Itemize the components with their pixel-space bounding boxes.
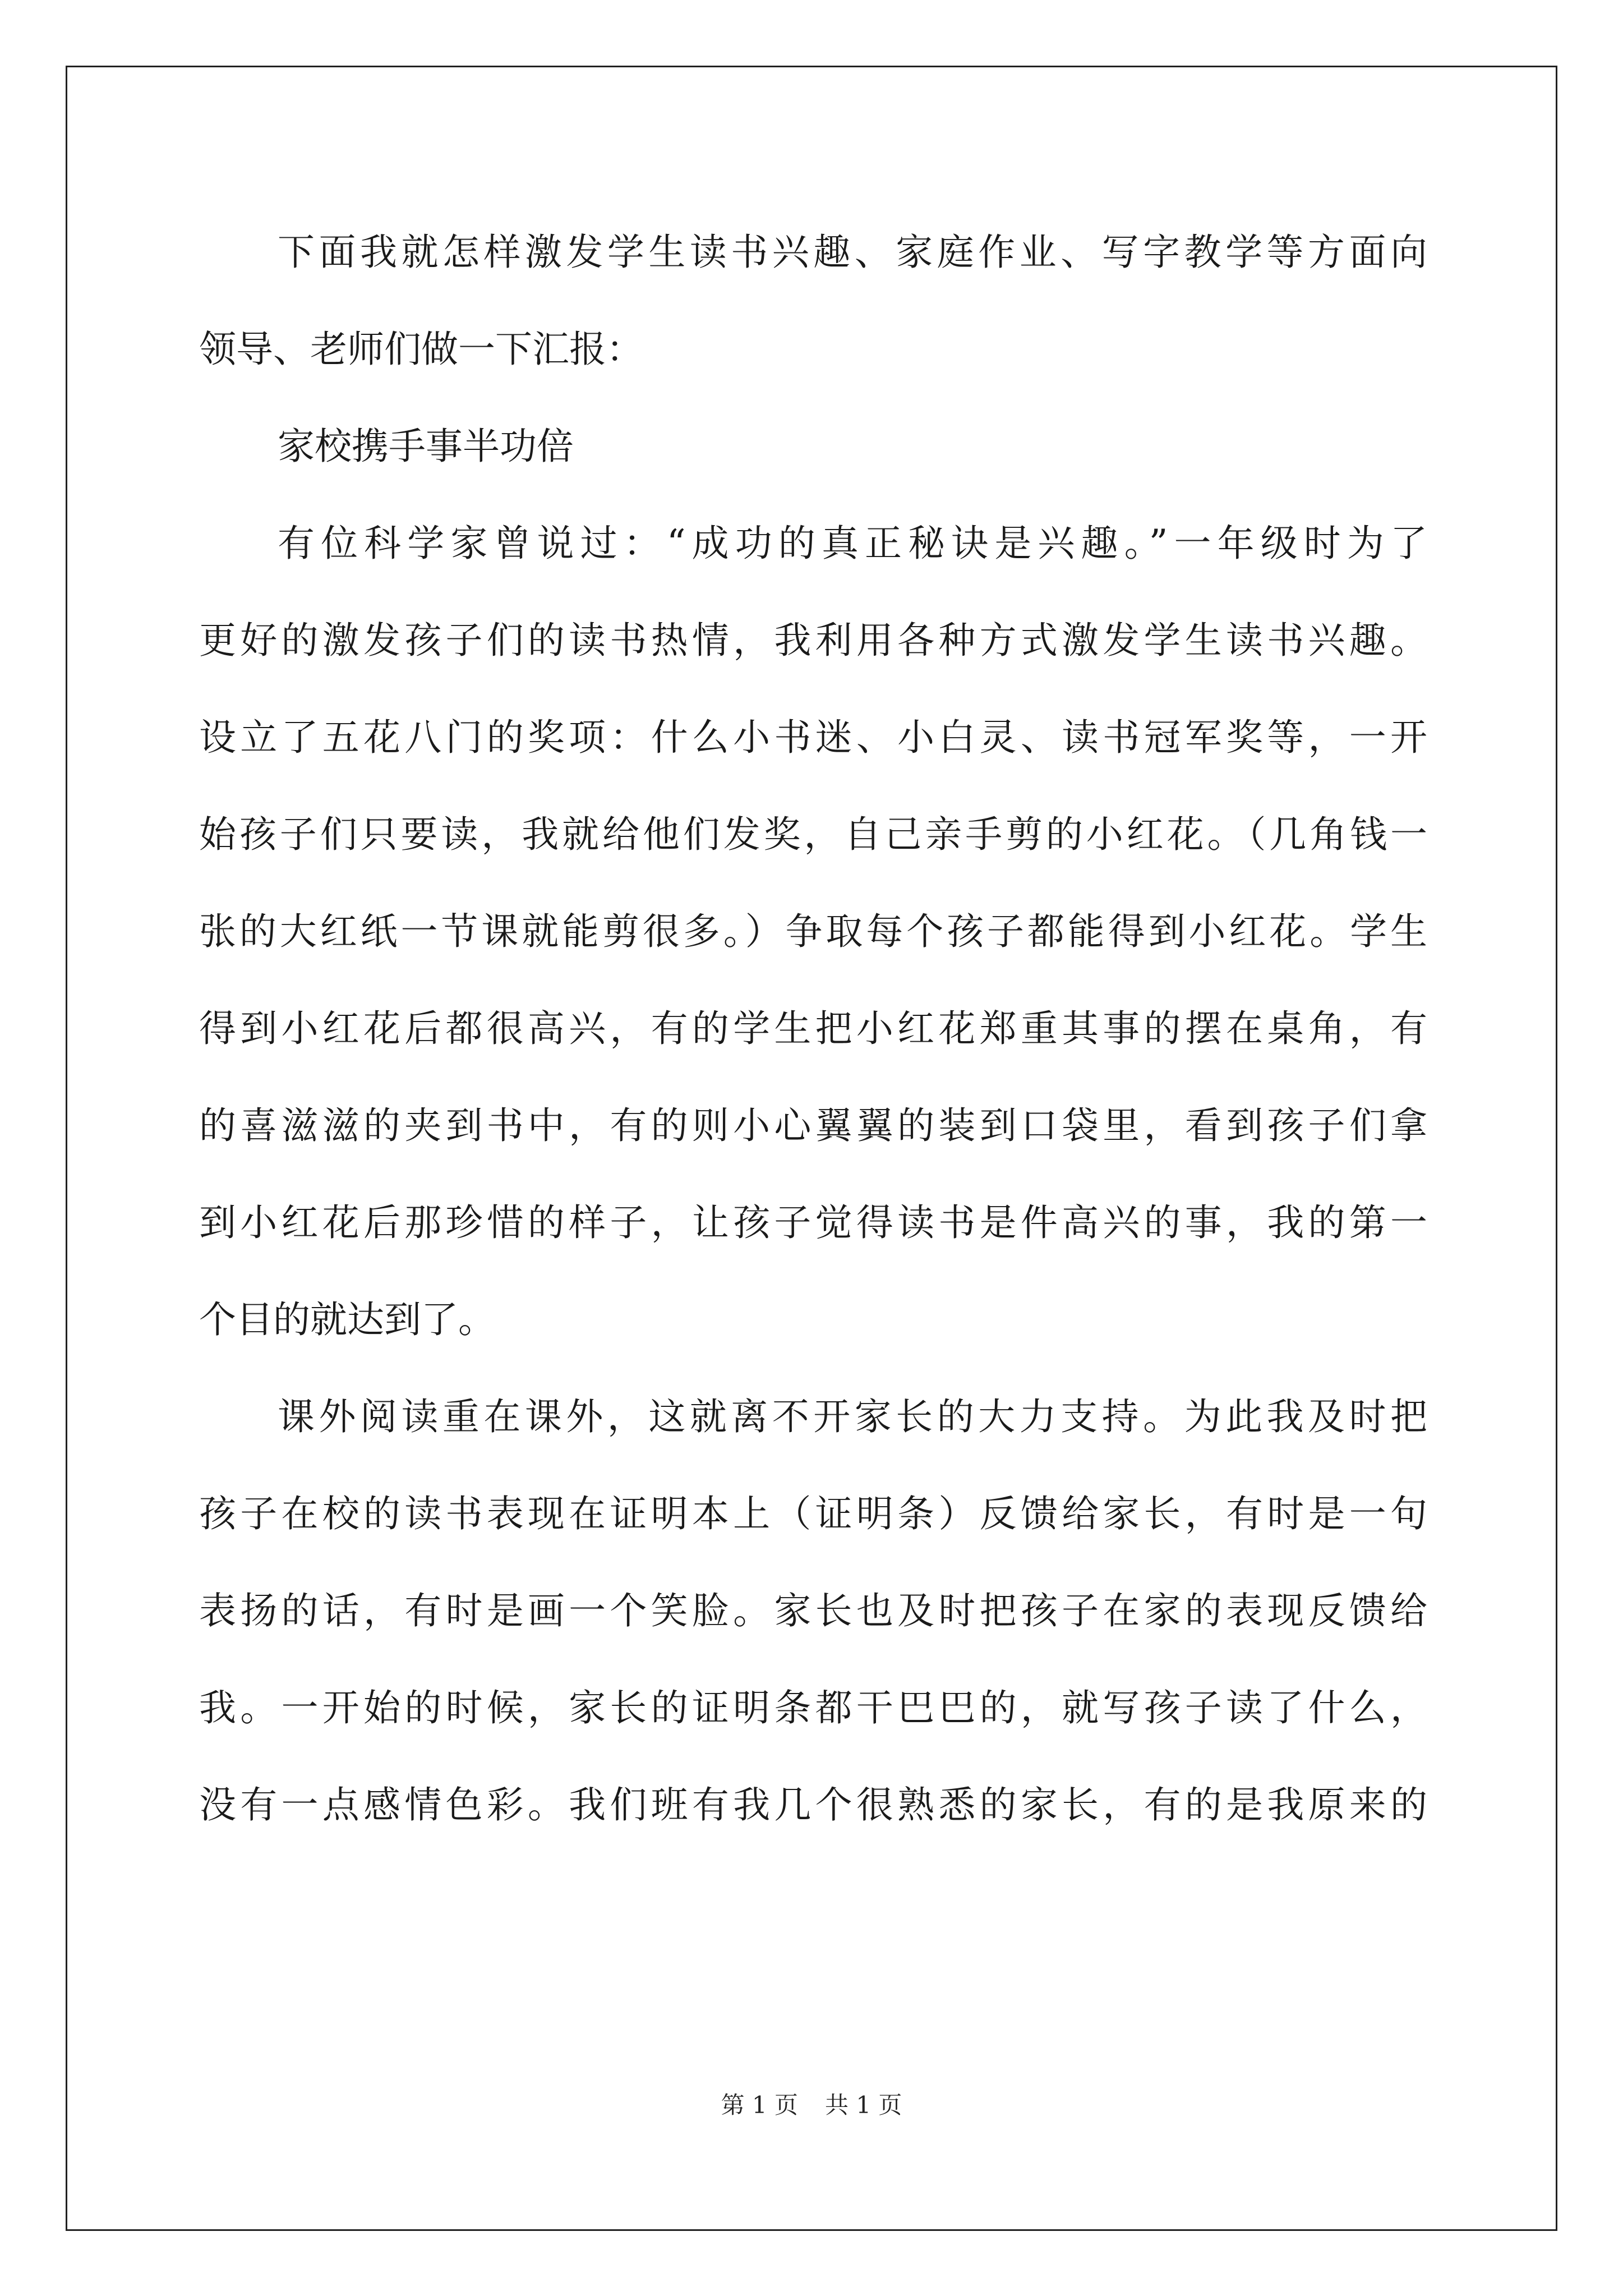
- document-body: [199, 219, 1427, 1869]
- text-line: 没有一点感情色彩。我们班有我几个很熟悉的家长，有的是我原来的: [199, 1783, 1427, 1826]
- text-line: 下面我就怎样激发学生读书兴趣、家庭作业、写字教学等方面向: [278, 231, 1427, 274]
- text-line: 领导、老师们做一下汇报：: [199, 328, 643, 371]
- section-heading: [199, 413, 1427, 510]
- page-number: 第 1 页: [721, 2091, 798, 2119]
- paragraph: [199, 1383, 1427, 1869]
- text-line: 表扬的话，有时是画一个笑脸。家长也及时把孩子在家的表现反馈给: [199, 1589, 1427, 1632]
- text-line: 到小红花后那珍惜的样子，让孩子觉得读书是件高兴的事，我的第一: [199, 1201, 1427, 1244]
- text-line: 张的大红纸一节课就能剪很多。）争取每个孩子都能得到小红花。学生: [199, 910, 1427, 953]
- text-line: 得到小红花后都很高兴，有的学生把小红花郑重其事的摆在桌角，有: [199, 1007, 1427, 1050]
- text-line: 设立了五花八门的奖项：什么小书迷、小白灵、读书冠军奖等，一开: [199, 716, 1427, 759]
- page-total: 共 1 页: [825, 2091, 902, 2119]
- text-line: 的喜滋滋的夹到书中，有的则小心翼翼的装到口袋里，看到孩子们拿: [199, 1104, 1427, 1147]
- text-line: 孩子在校的读书表现在证明本上（证明条）反馈给家长，有时是一句: [199, 1492, 1427, 1535]
- text-line: 有位科学家曾说过：“成功的真正秘诀是兴趣。”一年级时为了: [278, 522, 1427, 565]
- paragraph: [199, 510, 1427, 1383]
- text-line: 我。一开始的时候，家长的证明条都干巴巴的，就写孩子读了什么，: [199, 1686, 1427, 1729]
- text-line: 课外阅读重在课外，这就离不开家长的大力支持。为此我及时把: [278, 1395, 1427, 1438]
- text-line: 始孩子们只要读，我就给他们发奖，自己亲手剪的小红花。（几角钱一: [199, 813, 1427, 856]
- paragraph: [199, 219, 1427, 413]
- page-footer: [0, 2091, 1623, 2119]
- text-line: 更好的激发孩子们的读书热情，我利用各种方式激发学生读书兴趣。: [199, 619, 1427, 662]
- heading-line: 家校携手事半功倍: [278, 425, 574, 468]
- text-line: 个目的就达到了。: [199, 1298, 495, 1341]
